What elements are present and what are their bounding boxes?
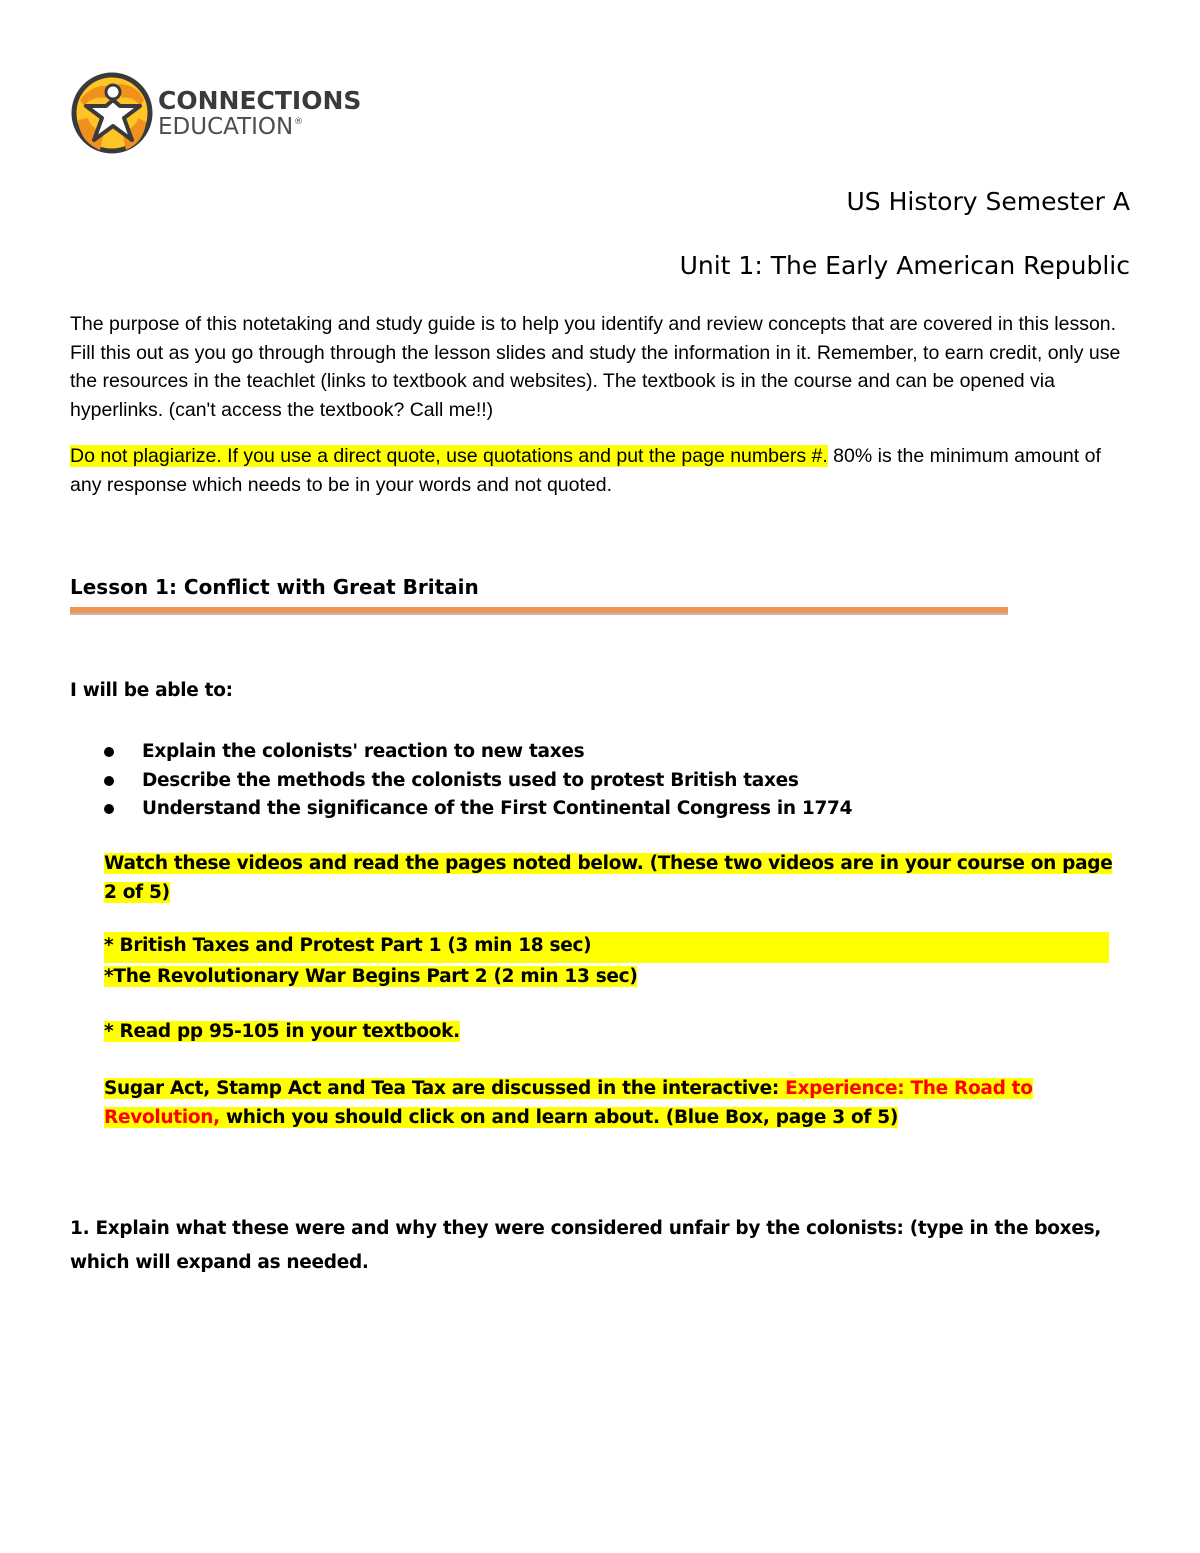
plagiarism-note (70, 442, 1132, 499)
interactive-suffix: which you should click on and learn about. (Blue Box, page 3 of 5) (219, 1106, 898, 1128)
logo-trademark: ® (294, 117, 303, 127)
plagiarism-highlight: Do not plagiarize. If you use a direct quote, use quotations and put the page numbers #. (70, 445, 828, 467)
reading-text: * Read pp 95-105 in your textbook. (104, 1021, 460, 1042)
list-item: Describe the methods the colonists used to protest British taxes (104, 767, 852, 796)
connections-star-figure-icon (70, 70, 360, 156)
question-1: 1. Explain what these were and why they were considered unfair by the colonists: (type in the boxes, which will expand as needed. (70, 1218, 1102, 1273)
video-2-text: *The Revolutionary War Begins Part 2 (2 min 13 sec) (104, 966, 638, 987)
course-title: US History Semester A (846, 187, 1130, 216)
list-item: Explain the colonists' reaction to new taxes (104, 738, 852, 767)
logo-line2: EDUCATION (158, 114, 294, 140)
intro-paragraph: The purpose of this notetaking and study guide is to help you identify and review concepts that are covered in this lesson. Fill this out as you go through through the lesson slides and study the information in it. Remember, to earn credit, only use the resources in the teachlet (links to textbook and websites). The textbook is in the course and can be opened via hyperlinks. (can't access the textbook? Call me!!) (70, 313, 1121, 421)
video-1: * British Taxes and Protest Part 1 (3 min 18 sec) (104, 932, 1109, 963)
logo-line1: CONNECTIONS (158, 86, 360, 115)
interactive-note (104, 1075, 1114, 1132)
watch-text: Watch these videos and read the pages noted below. (These two videos are in your course on page 2 of 5) (104, 853, 1113, 903)
reading-assignment (104, 1018, 460, 1047)
video-2 (104, 963, 637, 992)
lesson-title: Lesson 1: Conflict with Great Britain (70, 575, 479, 599)
interactive-link[interactable]: Experience: The Road to Revolution, (104, 1078, 1033, 1128)
list-item: Understand the significance of the First Continental Congress in 1774 (104, 795, 852, 824)
unit-title: Unit 1: The Early American Republic (679, 251, 1130, 280)
watch-instructions (104, 850, 1124, 907)
connections-education-logo (70, 70, 360, 156)
lesson-divider (70, 607, 1008, 615)
interactive-prefix: Sugar Act, Stamp Act and Tea Tax are discussed in the interactive: (104, 1078, 786, 1099)
objectives-list (104, 738, 852, 824)
able-to-heading: I will be able to: (70, 680, 233, 701)
plagiarism-rest: 80% is the minimum amount of any response which needs to be in your words and not quoted. (70, 445, 1101, 496)
